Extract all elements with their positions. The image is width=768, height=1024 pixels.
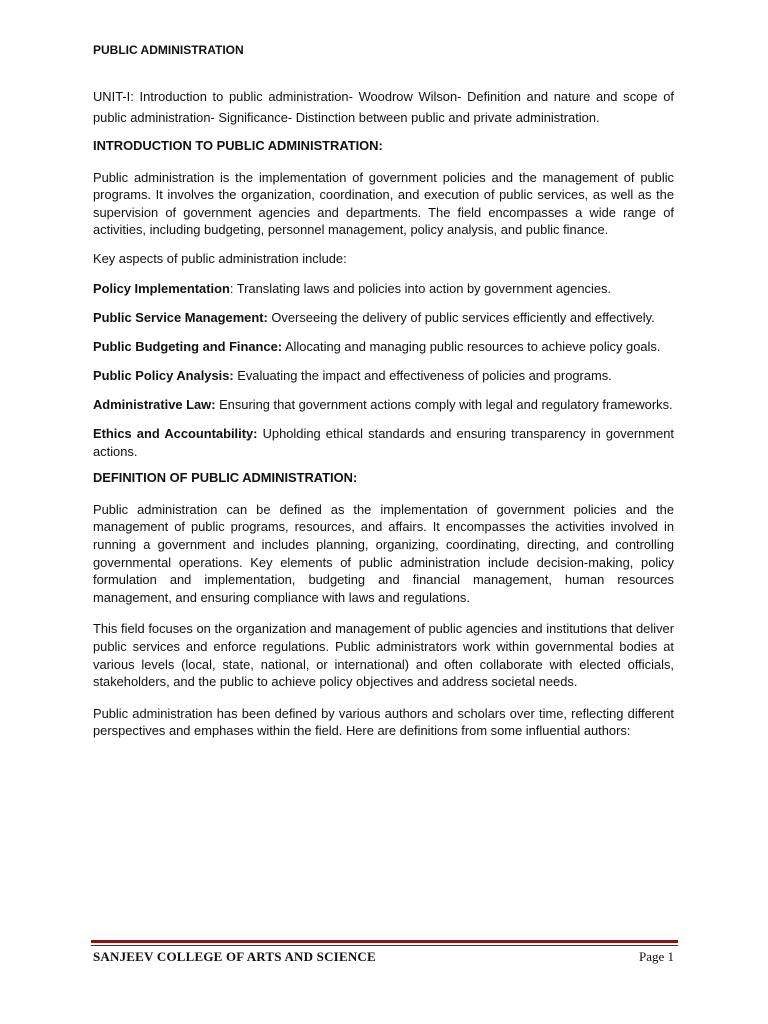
definition-paragraph: Public administration has been defined by various authors and scholars over time, reflecting different perspectives and emphases within the field. Here are definitions from some influential authors: [93,705,674,739]
aspect-item-ethics-accountability [93,425,674,460]
aspect-term: Administrative Law: [93,396,216,412]
aspect-desc: Evaluating the impact and effectiveness of policies and programs. [233,367,612,383]
aspect-item-policy-implementation [93,280,674,298]
aspect-item-administrative-law [93,396,674,414]
aspect-desc: Upholding ethical standards and ensuring transparency in government actions. [93,426,674,459]
aspect-item-public-budgeting [93,338,674,356]
running-title: PUBLIC ADMINISTRATION [93,43,244,57]
footer-page-number: Page 1 [638,949,674,964]
aspect-desc: Allocating and managing public resources to achieve policy goals. [282,338,661,354]
aspect-term: Ethics and Accountability: [93,426,258,442]
intro-paragraph: Public administration is the implementation of government policies and the management of public programs. It involves the organization, coordination, and execution of public services, as well as the supervision of government agencies and departments. The field encompasses a wide range of activities, including budgeting, personnel management, policy analysis, and public finance. [93,169,674,238]
definition-heading: DEFINITION OF PUBLIC ADMINISTRATION: [93,470,358,486]
aspect-desc: : Translating laws and policies into action by government agencies. [229,280,612,296]
footer-rule-thin [91,945,678,946]
footer-college-name: SANJEEV COLLEGE OF ARTS AND SCIENCE [93,949,376,964]
aspect-term: Public Budgeting and Finance: [93,338,283,354]
intro-heading: INTRODUCTION TO PUBLIC ADMINISTRATION: [93,138,383,153]
aspect-desc: Overseeing the delivery of public services efficiently and effectively. [267,309,655,325]
definition-paragraph: Public administration can be defined as the implementation of government policies and the management of public programs, resources, and affairs. It encompasses the activities involved in running a government and includes planning, organizing, coordinating, directing, and controlling governmental operations. Key elements of public administration include decision-making, policy formulation and implementation, budgeting and financial management, human resources management, and ensuring compliance with laws and regulations. [93,501,674,605]
page-footer [93,947,674,967]
aspect-term: Public Service Management: [93,309,268,325]
footer-rule-thick [91,940,678,943]
unit-outline: UNIT-I: Introduction to public administration- Woodrow Wilson- Definition and nature and scope of public administration- Significance- Distinction between public and private administration. [93,89,674,125]
aspect-term: Public Policy Analysis: [93,367,234,383]
page-content [93,42,674,740]
aspect-desc: Ensuring that government actions comply with legal and regulatory frameworks. [215,396,673,412]
aspect-item-public-service-management [93,309,674,327]
aspect-term: Policy Implementation [93,280,230,296]
aspect-item-public-policy-analysis [93,367,674,385]
aspects-lead: Key aspects of public administration include: [93,251,347,267]
definition-paragraph: This field focuses on the organization and management of public agencies and institutions that deliver public services and enforce regulations. Public administrators work within governmental bodies at various levels (local, state, national, or international) and often collaborate with elected officials, stakeholders, and the public to achieve policy objectives and address societal needs. [93,621,674,690]
